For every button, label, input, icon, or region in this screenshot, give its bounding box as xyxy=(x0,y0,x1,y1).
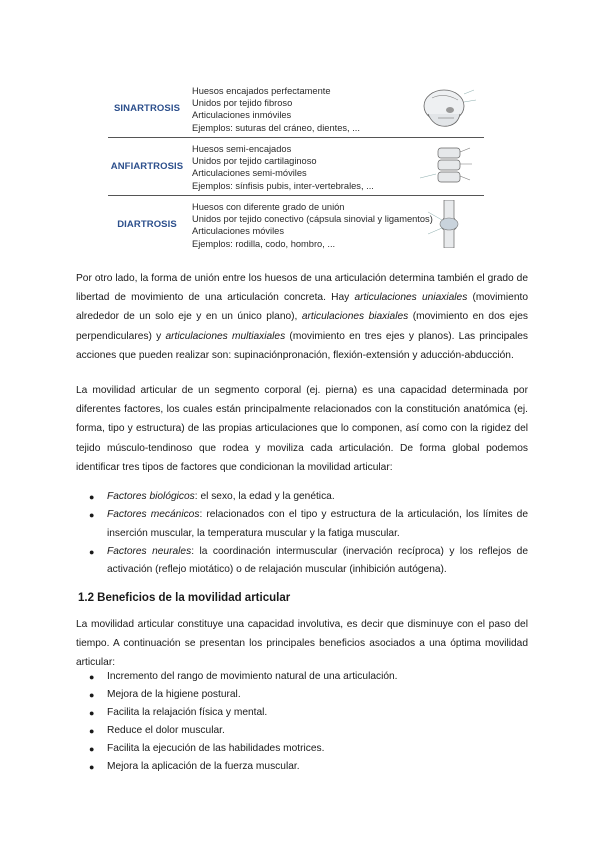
list-item: ● Factores neurales: la coordinación intermuscular (inervación recíproca) y los reflejos de activación (reflejo miotático) o de relajación muscular (inhibición autógena). xyxy=(76,543,528,580)
paragraph-joint-freedom: Por otro lado, la forma de unión entre los huesos de una articulación determina también el grado de libertad de movimiento de una articulación concreta. Hay articulaciones uniaxiales (movimiento alrededor de un solo eje y en un único plano), articulaciones biaxiales (movimiento en dos ejes perpendiculares) y articulaciones multiaxiales (movimiento en tres ejes y planos). Las principales acciones que pueden realizar son: supinaciónpronación, flexión-extensión y aducción-abducción. xyxy=(76,273,529,361)
list-item: ● Facilita la ejecución de las habilidades motrices. xyxy=(76,740,528,758)
bullet-icon: ● xyxy=(89,726,95,736)
factors-list xyxy=(76,488,528,579)
list-item: ● Reduce el dolor muscular. xyxy=(76,722,528,740)
bullet-icon: ● xyxy=(89,546,95,557)
term-uniaxial: articulaciones uniaxiales xyxy=(354,292,468,304)
row-line: Huesos encajados perfectamente xyxy=(192,86,331,96)
bullet-icon: ● xyxy=(89,708,95,718)
term-multiaxial: articulaciones multiaxiales xyxy=(165,330,286,342)
list-item: ● Factores biológicos: el sexo, la edad y la genética. xyxy=(76,488,528,506)
joint-types-table xyxy=(108,80,484,253)
row-line: Articulaciones inmóviles xyxy=(192,110,292,121)
bullet-icon: ● xyxy=(89,744,95,754)
row-line: Articulaciones semi-móviles xyxy=(192,168,307,179)
row-line: Unidos por tejido fibroso xyxy=(192,98,293,109)
row-line: Unidos por tejido conectivo (cápsula sinovial y ligamentos) xyxy=(192,214,433,225)
table-row-anfiartrosis xyxy=(108,138,484,196)
bullet-icon: ● xyxy=(89,510,95,521)
bullet-icon: ● xyxy=(89,672,95,682)
list-item: ● Mejora de la higiene postural. xyxy=(76,686,528,704)
paragraph-benefits-intro: La movilidad articular constituye una capacidad involutiva, es decir que disminuye con el paso del tiempo. A continuación se presentan los principales beneficios asociados a una óptima movilidad articular: xyxy=(76,619,528,669)
row-label: DIARTROSIS xyxy=(117,219,177,230)
row-label: ANFIARTROSIS xyxy=(110,161,184,172)
row-line: Huesos semi-encajados xyxy=(192,144,292,154)
knee-illustration xyxy=(414,200,480,248)
list-item: ● Factores mecánicos: relacionados con el tipo y estructura de la articulación, los límites de inserción muscular, la temperatura muscular y la fatiga muscular. xyxy=(76,506,528,543)
table-row-diartrosis xyxy=(108,196,484,253)
skull-illustration xyxy=(414,84,480,132)
list-item: ● Facilita la relajación física y mental. xyxy=(76,704,528,722)
row-label: SINARTROSIS xyxy=(113,103,181,114)
row-line: Ejemplos: sínfisis pubis, inter-vertebrales, ... xyxy=(192,180,374,191)
list-item: ● Incremento del rango de movimiento natural de una articulación. xyxy=(76,668,528,686)
row-line: Articulaciones móviles xyxy=(192,226,284,237)
paragraph-mobility-factors: La movilidad articular de un segmento corporal (ej. pierna) es una capacidad determinada por diferentes factores, los cuales están principalmente relacionados con la constitución anatómica (ej. forma, tipo y estructura) de las propias articulaciones que lo componen, así como con la rigidez del tejido músculo-tendinoso que rodea y moviliza cada articulación. De forma global podemos identificar tres tipos de factores que condicionan la movilidad articular: xyxy=(76,385,528,473)
row-line: Unidos por tejido cartilaginoso xyxy=(192,156,317,167)
vertebrae-illustration xyxy=(414,142,480,190)
row-line: Ejemplos: suturas del cráneo, dientes, ... xyxy=(192,122,360,133)
table-row-sinartrosis xyxy=(108,80,484,138)
bullet-icon: ● xyxy=(89,492,95,502)
row-line: Huesos con diferente grado de unión xyxy=(192,202,345,212)
list-item: ● Mejora la aplicación de la fuerza muscular. xyxy=(76,758,528,776)
bullet-icon: ● xyxy=(89,690,95,700)
term-biaxial: articulaciones biaxiales xyxy=(301,311,409,323)
bullet-icon: ● xyxy=(89,762,95,772)
section-heading: 1.2 Beneficios de la movilidad articular xyxy=(78,592,291,604)
benefits-list xyxy=(76,668,528,776)
row-line: Ejemplos: rodilla, codo, hombro, ... xyxy=(192,238,336,249)
